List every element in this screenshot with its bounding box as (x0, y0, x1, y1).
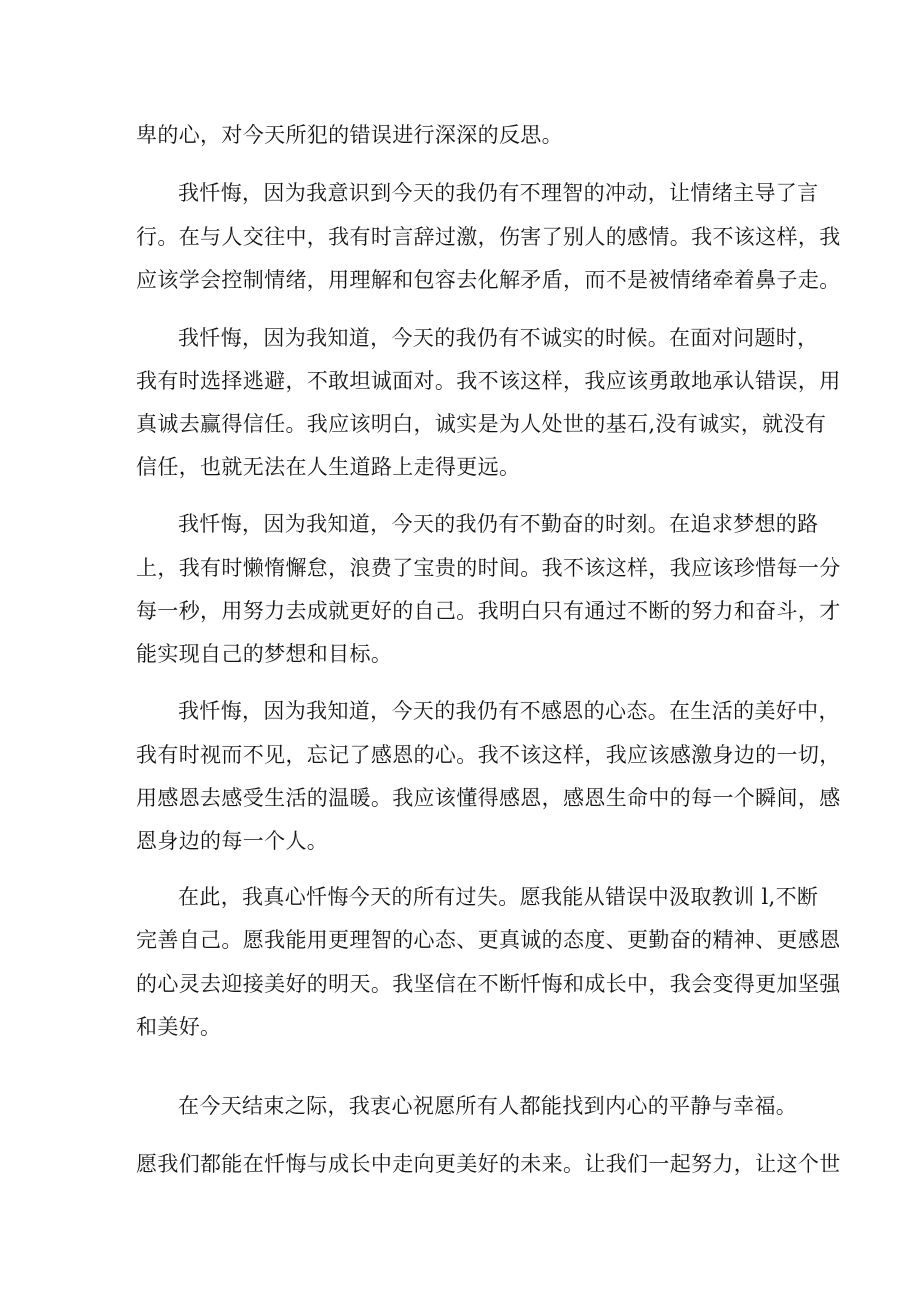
paragraph-7-line-1: 在今天结束之际，我衷心祝愿所有人都能找到内心的平静与幸福。 (178, 1094, 798, 1118)
paragraph-5-line-3: 用感恩去感受生活的温暖。我应该懂得感恩，感恩生命中的每一个瞬间，感 (136, 786, 841, 810)
paragraph-6-line-1: 在此，我真心忏悔今天的所有过失。愿我能从错误中汲取教训 l,不断 (178, 885, 819, 909)
paragraph-2-line-1: 我忏悔，因为我意识到今天的我仍有不理智的冲动，让情绪主导了言 (178, 181, 819, 205)
paragraph-4-line-2: 上，我有时懒惰懈怠，浪费了宝贵的时间。我不该这样，我应该珍惜每一分 (136, 556, 841, 580)
paragraph-5-line-4: 恩身边的每一个人。 (136, 829, 329, 853)
paragraph-8-line-1: 愿我们都能在忏悔与成长中走向更美好的未来。让我们一起努力，让这个世 (136, 1152, 841, 1176)
paragraph-4-line-3: 每一秒，用努力去成就更好的自己。我明白只有通过不断的努力和奋斗，才 (136, 599, 841, 623)
paragraph-3-line-4: 信任，也就无法在人生道路上走得更远。 (136, 455, 521, 479)
paragraph-1-line-1: 卑的心，对今天所犯的错误进行深深的反思。 (136, 123, 563, 147)
paragraph-6-line-4: 和美好。 (136, 1015, 222, 1039)
paragraph-2-line-3: 应该学会控制情绪，用理解和包容去化解矛盾，而不是被情绪牵着鼻子走。 (136, 268, 841, 292)
paragraph-6-line-2: 完善自己。愿我能用更理智的心态、更真诚的态度、更勤奋的精神、更感恩 (136, 928, 841, 952)
paragraph-3-line-2: 我有时选择逃避，不敢坦诚面对。我不该这样，我应该勇敢地承认错误，用 (136, 369, 841, 393)
paragraph-5-line-1: 我忏悔，因为我知道，今天的我仍有不感恩的心态。在生活的美好中， (178, 699, 840, 723)
paragraph-4-line-1: 我忏悔，因为我知道，今天的我仍有不勤奋的时刻。在追求梦想的路 (178, 512, 819, 536)
paragraph-3-line-3: 真诚去赢得信任。我应该明白，诚实是为人处世的基石,没有诚实，就没有 (136, 412, 827, 436)
paragraph-4-line-4: 能实现自己的梦想和目标。 (136, 642, 393, 666)
paragraph-2-line-2: 行。在与人交往中，我有时言辞过激，伤害了别人的感情。我不该这样，我 (136, 225, 841, 249)
paragraph-6-line-3: 的心灵去迎接美好的明天。我坚信在不断忏悔和成长中，我会变得更加坚强 (136, 972, 841, 996)
paragraph-5-line-2: 我有时视而不见，忘记了感恩的心。我不该这样，我应该感激身边的一切， (136, 743, 841, 767)
paragraph-3-line-1: 我忏悔，因为我知道，今天的我仍有不诚实的时候。在面对问题时， (178, 326, 819, 350)
